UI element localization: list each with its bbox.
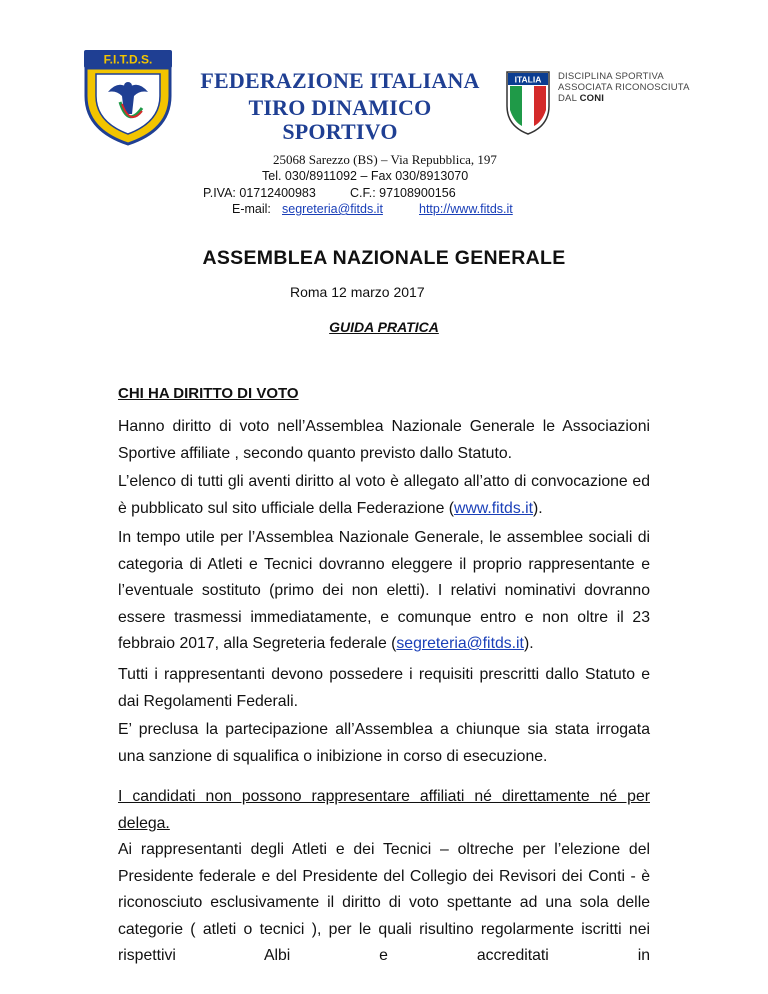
coni-bold: CONI [579, 93, 605, 104]
federation-name-line1: FEDERAZIONE ITALIANA [200, 68, 480, 93]
section-heading: CHI HA DIRITTO DI VOTO [118, 385, 299, 402]
email-link[interactable]: segreteria@fitds.it [282, 202, 383, 216]
logo-banner-text: F.I.T.D.S. [103, 52, 153, 67]
piva: P.IVA: 01712400983 [203, 186, 316, 200]
coni-prefix: DAL [558, 93, 580, 104]
document-date: Roma 12 marzo 2017 [290, 284, 425, 300]
website-link[interactable]: http://www.fitds.it [419, 202, 513, 216]
paragraph-voting-right: Hanno diritto di voto nell’Assemblea Nazionale Generale le Associazioni Sportive affiliate , secondo quanto previsto dallo Statuto. [118, 418, 650, 462]
italia-badge-text: ITALIA [514, 74, 542, 85]
p2-end: ). [533, 499, 543, 517]
federation-name-line2: TIRO DINAMICO SPORTIVO [248, 95, 432, 144]
p3-end: ). [523, 635, 534, 652]
coni-text-line2: ASSOCIATA RICONOSCIUTA [558, 82, 690, 93]
paragraph-representatives-election [118, 525, 650, 658]
fitds-site-link[interactable]: www.fitds.it [454, 499, 534, 517]
paragraph-requirements: Tutti i rappresentanti devono possedere i requisiti prescritti dallo Statuto e dai Regolamenti Federali. [118, 666, 650, 710]
coni-text-line1: DISCIPLINA SPORTIVA [558, 71, 664, 82]
italia-coni-badge [505, 70, 551, 136]
paragraph-athlete-technician-vote: Ai rappresentanti degli Atleti e dei Tecnici – oltreche per l’elezione del Presidente federale e del Presidente del Collegio dei Revisori dei Conti - è riconosciuto esclusivamente il diritto di voto spettante ad una sola delle categorie ( atleti o tecnici ), per le quali risultino regolarmente iscritti nei rispettivi Albi e accreditati in [118, 841, 650, 964]
email-label: E-mail: [232, 202, 271, 216]
paragraph-exclusion: E’ preclusa la partecipazione all’Assemblea a chiunque sia stata irrogata una sanzione di squalifica o inibizione in corso di esecuzione. [118, 721, 650, 765]
segreteria-email-link[interactable]: segreteria@fitds.it [396, 635, 524, 652]
coni-text-line3 [558, 93, 604, 104]
paragraph-candidates-note: I candidati non possono rappresentare affiliati né direttamente né per delega. [118, 788, 650, 832]
p2-text: L’elenco di tutti gli aventi diritto al voto è allegato all’atto di convocazione ed è pubblicato sul sito ufficiale della Federazione ( [118, 473, 650, 517]
fitds-logo [80, 48, 176, 146]
codice-fiscale: C.F.: 97108900156 [350, 186, 456, 200]
guide-title: GUIDA PRATICA [329, 319, 439, 335]
address: 25068 Sarezzo (BS) – Via Repubblica, 197 [273, 152, 497, 167]
p3-text: In tempo utile per l’Assemblea Nazionale Generale, le assemblee sociali di categoria di Atleti e Tecnici dovranno eleggere il proprio rappresentante e l’eventuale sostituto (primo dei non eletti). I relativi nominativi dovranno essere trasmessi immediatamente, e comunque entro e non oltre il 23 febbraio 2017, alla Segreteria federale ( [118, 529, 650, 652]
paragraph-voter-list [118, 469, 650, 522]
telephone-fax: Tel. 030/8911092 – Fax 030/8913070 [262, 169, 469, 183]
document-title: ASSEMBLEA NAZIONALE GENERALE [202, 247, 566, 269]
